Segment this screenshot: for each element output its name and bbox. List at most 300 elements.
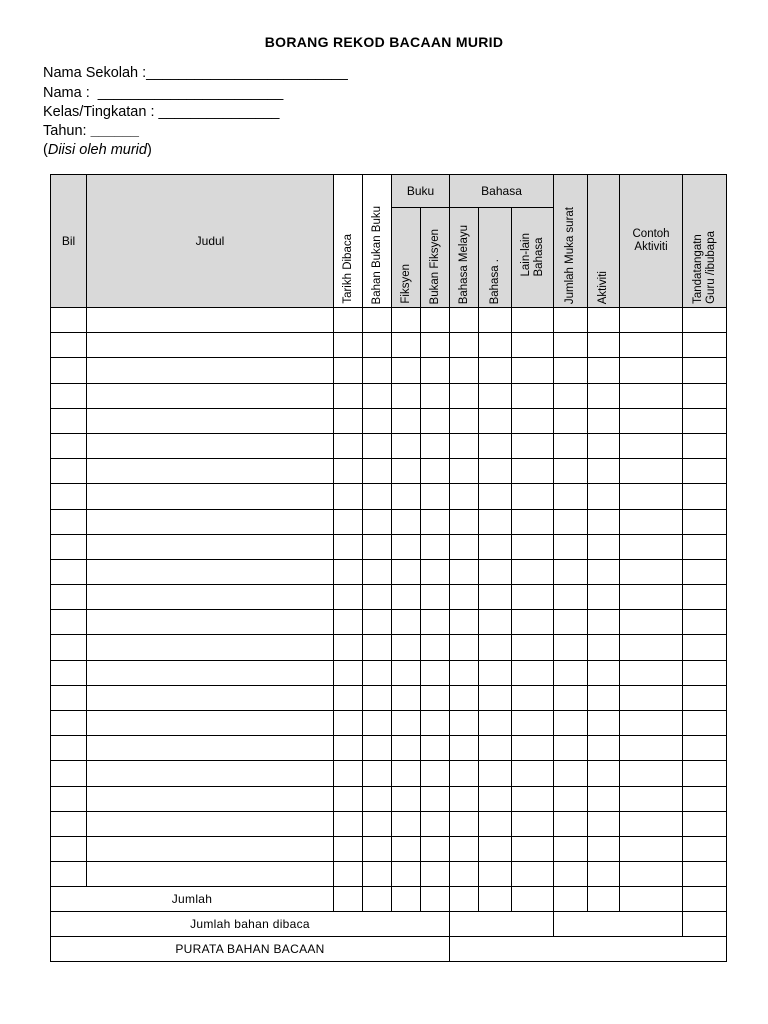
table-cell[interactable] xyxy=(450,610,479,635)
table-cell[interactable] xyxy=(554,811,588,836)
table-cell[interactable] xyxy=(620,585,683,610)
table-cell[interactable] xyxy=(87,308,334,333)
table-cell[interactable] xyxy=(512,610,554,635)
table-cell[interactable] xyxy=(450,761,479,786)
table-cell[interactable] xyxy=(450,408,479,433)
table-cell[interactable] xyxy=(512,811,554,836)
table-cell[interactable] xyxy=(683,660,727,685)
table-cell[interactable] xyxy=(620,635,683,660)
table-cell[interactable] xyxy=(512,408,554,433)
table-cell[interactable] xyxy=(588,736,620,761)
table-cell[interactable] xyxy=(479,786,512,811)
table-cell[interactable] xyxy=(512,459,554,484)
table-cell[interactable] xyxy=(51,333,87,358)
table-cell[interactable] xyxy=(51,383,87,408)
table-cell[interactable] xyxy=(363,459,392,484)
table-cell[interactable] xyxy=(554,534,588,559)
table-cell[interactable] xyxy=(554,761,588,786)
table-cell[interactable] xyxy=(363,836,392,861)
table-cell[interactable] xyxy=(683,333,727,358)
table-cell[interactable] xyxy=(421,559,450,584)
table-cell[interactable] xyxy=(334,811,363,836)
table-cell[interactable] xyxy=(479,459,512,484)
table-cell[interactable] xyxy=(392,585,421,610)
footer-cell[interactable] xyxy=(554,912,683,937)
table-cell[interactable] xyxy=(512,509,554,534)
table-cell[interactable] xyxy=(392,635,421,660)
table-cell[interactable] xyxy=(87,761,334,786)
table-cell[interactable] xyxy=(479,711,512,736)
table-cell[interactable] xyxy=(421,459,450,484)
table-cell[interactable] xyxy=(363,862,392,887)
table-cell[interactable] xyxy=(512,534,554,559)
table-cell[interactable] xyxy=(392,484,421,509)
table-cell[interactable] xyxy=(683,433,727,458)
footer-cell[interactable] xyxy=(450,887,479,912)
table-cell[interactable] xyxy=(512,308,554,333)
table-cell[interactable] xyxy=(421,660,450,685)
student-name-blank[interactable]: _______________________ xyxy=(89,85,284,101)
table-cell[interactable] xyxy=(554,459,588,484)
table-cell[interactable] xyxy=(87,408,334,433)
table-cell[interactable] xyxy=(479,635,512,660)
table-cell[interactable] xyxy=(421,685,450,710)
table-cell[interactable] xyxy=(554,484,588,509)
table-cell[interactable] xyxy=(450,333,479,358)
table-cell[interactable] xyxy=(450,358,479,383)
table-cell[interactable] xyxy=(363,534,392,559)
table-cell[interactable] xyxy=(588,509,620,534)
table-cell[interactable] xyxy=(334,736,363,761)
table-cell[interactable] xyxy=(421,635,450,660)
table-cell[interactable] xyxy=(334,711,363,736)
table-cell[interactable] xyxy=(87,433,334,458)
table-cell[interactable] xyxy=(363,308,392,333)
table-cell[interactable] xyxy=(51,711,87,736)
footer-cell[interactable] xyxy=(620,887,683,912)
table-cell[interactable] xyxy=(363,761,392,786)
table-cell[interactable] xyxy=(683,736,727,761)
table-cell[interactable] xyxy=(512,836,554,861)
table-cell[interactable] xyxy=(87,711,334,736)
table-cell[interactable] xyxy=(588,433,620,458)
table-cell[interactable] xyxy=(512,433,554,458)
table-cell[interactable] xyxy=(554,635,588,660)
table-cell[interactable] xyxy=(554,736,588,761)
table-cell[interactable] xyxy=(512,736,554,761)
table-cell[interactable] xyxy=(363,736,392,761)
table-cell[interactable] xyxy=(554,333,588,358)
table-cell[interactable] xyxy=(479,836,512,861)
table-cell[interactable] xyxy=(512,585,554,610)
table-cell[interactable] xyxy=(450,836,479,861)
table-cell[interactable] xyxy=(588,459,620,484)
table-cell[interactable] xyxy=(512,383,554,408)
table-cell[interactable] xyxy=(588,383,620,408)
table-cell[interactable] xyxy=(479,534,512,559)
table-cell[interactable] xyxy=(620,711,683,736)
table-cell[interactable] xyxy=(620,862,683,887)
table-cell[interactable] xyxy=(392,509,421,534)
table-cell[interactable] xyxy=(588,660,620,685)
table-cell[interactable] xyxy=(87,333,334,358)
table-cell[interactable] xyxy=(421,383,450,408)
table-cell[interactable] xyxy=(51,610,87,635)
table-cell[interactable] xyxy=(450,534,479,559)
table-cell[interactable] xyxy=(683,635,727,660)
table-cell[interactable] xyxy=(450,509,479,534)
table-cell[interactable] xyxy=(683,862,727,887)
table-cell[interactable] xyxy=(450,308,479,333)
table-cell[interactable] xyxy=(450,685,479,710)
table-cell[interactable] xyxy=(334,459,363,484)
class-blank[interactable]: _______________ xyxy=(158,104,280,120)
table-cell[interactable] xyxy=(588,534,620,559)
table-cell[interactable] xyxy=(683,711,727,736)
footer-cell[interactable] xyxy=(392,887,421,912)
table-cell[interactable] xyxy=(450,484,479,509)
table-cell[interactable] xyxy=(620,811,683,836)
table-cell[interactable] xyxy=(683,383,727,408)
table-cell[interactable] xyxy=(554,786,588,811)
table-cell[interactable] xyxy=(363,635,392,660)
table-cell[interactable] xyxy=(334,358,363,383)
table-cell[interactable] xyxy=(554,660,588,685)
table-cell[interactable] xyxy=(363,433,392,458)
table-cell[interactable] xyxy=(392,811,421,836)
table-cell[interactable] xyxy=(588,358,620,383)
table-cell[interactable] xyxy=(479,660,512,685)
table-cell[interactable] xyxy=(51,358,87,383)
table-cell[interactable] xyxy=(554,408,588,433)
table-cell[interactable] xyxy=(51,836,87,861)
table-cell[interactable] xyxy=(620,610,683,635)
table-cell[interactable] xyxy=(683,484,727,509)
table-cell[interactable] xyxy=(450,711,479,736)
table-cell[interactable] xyxy=(87,459,334,484)
table-cell[interactable] xyxy=(392,433,421,458)
table-cell[interactable] xyxy=(392,534,421,559)
table-cell[interactable] xyxy=(87,534,334,559)
table-cell[interactable] xyxy=(392,358,421,383)
school-name-blank[interactable]: _________________________ xyxy=(146,65,348,81)
table-cell[interactable] xyxy=(588,635,620,660)
table-cell[interactable] xyxy=(588,836,620,861)
table-cell[interactable] xyxy=(421,333,450,358)
table-cell[interactable] xyxy=(450,459,479,484)
table-cell[interactable] xyxy=(334,408,363,433)
table-cell[interactable] xyxy=(87,660,334,685)
table-cell[interactable] xyxy=(51,685,87,710)
table-cell[interactable] xyxy=(392,660,421,685)
table-cell[interactable] xyxy=(620,408,683,433)
table-cell[interactable] xyxy=(554,383,588,408)
table-cell[interactable] xyxy=(683,610,727,635)
table-cell[interactable] xyxy=(392,333,421,358)
table-cell[interactable] xyxy=(87,559,334,584)
table-cell[interactable] xyxy=(334,585,363,610)
table-cell[interactable] xyxy=(51,509,87,534)
table-cell[interactable] xyxy=(87,685,334,710)
footer-cell[interactable] xyxy=(683,887,727,912)
table-cell[interactable] xyxy=(554,358,588,383)
footer-cell[interactable] xyxy=(334,887,363,912)
table-cell[interactable] xyxy=(479,559,512,584)
table-cell[interactable] xyxy=(479,383,512,408)
table-cell[interactable] xyxy=(392,736,421,761)
footer-cell[interactable] xyxy=(554,887,588,912)
table-cell[interactable] xyxy=(479,862,512,887)
table-cell[interactable] xyxy=(450,559,479,584)
table-cell[interactable] xyxy=(363,358,392,383)
table-cell[interactable] xyxy=(334,862,363,887)
table-cell[interactable] xyxy=(421,786,450,811)
table-cell[interactable] xyxy=(554,610,588,635)
table-cell[interactable] xyxy=(51,459,87,484)
table-cell[interactable] xyxy=(512,660,554,685)
table-cell[interactable] xyxy=(479,509,512,534)
table-cell[interactable] xyxy=(421,610,450,635)
footer-cell[interactable] xyxy=(450,912,554,937)
table-cell[interactable] xyxy=(512,786,554,811)
table-cell[interactable] xyxy=(51,862,87,887)
table-cell[interactable] xyxy=(512,358,554,383)
footer-cell[interactable] xyxy=(512,887,554,912)
table-cell[interactable] xyxy=(512,761,554,786)
table-cell[interactable] xyxy=(588,333,620,358)
table-cell[interactable] xyxy=(421,736,450,761)
table-cell[interactable] xyxy=(421,308,450,333)
table-cell[interactable] xyxy=(392,836,421,861)
table-cell[interactable] xyxy=(392,761,421,786)
table-cell[interactable] xyxy=(392,685,421,710)
table-cell[interactable] xyxy=(588,685,620,710)
table-cell[interactable] xyxy=(683,358,727,383)
table-cell[interactable] xyxy=(334,484,363,509)
table-cell[interactable] xyxy=(620,433,683,458)
table-cell[interactable] xyxy=(334,308,363,333)
table-cell[interactable] xyxy=(421,711,450,736)
table-cell[interactable] xyxy=(334,559,363,584)
table-cell[interactable] xyxy=(554,559,588,584)
table-cell[interactable] xyxy=(421,433,450,458)
table-cell[interactable] xyxy=(683,585,727,610)
table-cell[interactable] xyxy=(51,585,87,610)
table-cell[interactable] xyxy=(512,862,554,887)
table-cell[interactable] xyxy=(683,836,727,861)
table-cell[interactable] xyxy=(479,610,512,635)
table-cell[interactable] xyxy=(363,786,392,811)
table-cell[interactable] xyxy=(479,736,512,761)
table-cell[interactable] xyxy=(363,408,392,433)
table-cell[interactable] xyxy=(479,333,512,358)
table-cell[interactable] xyxy=(588,786,620,811)
table-cell[interactable] xyxy=(620,459,683,484)
table-cell[interactable] xyxy=(421,408,450,433)
table-cell[interactable] xyxy=(512,333,554,358)
footer-cell[interactable] xyxy=(363,887,392,912)
table-cell[interactable] xyxy=(683,534,727,559)
table-cell[interactable] xyxy=(554,308,588,333)
table-cell[interactable] xyxy=(479,811,512,836)
table-cell[interactable] xyxy=(512,711,554,736)
table-cell[interactable] xyxy=(363,660,392,685)
table-cell[interactable] xyxy=(554,585,588,610)
table-cell[interactable] xyxy=(450,383,479,408)
table-cell[interactable] xyxy=(421,484,450,509)
table-cell[interactable] xyxy=(87,585,334,610)
table-cell[interactable] xyxy=(683,308,727,333)
table-cell[interactable] xyxy=(87,383,334,408)
table-cell[interactable] xyxy=(421,862,450,887)
table-cell[interactable] xyxy=(421,811,450,836)
table-cell[interactable] xyxy=(620,786,683,811)
table-cell[interactable] xyxy=(51,484,87,509)
table-cell[interactable] xyxy=(588,811,620,836)
table-cell[interactable] xyxy=(334,509,363,534)
table-cell[interactable] xyxy=(683,811,727,836)
table-cell[interactable] xyxy=(554,685,588,710)
table-cell[interactable] xyxy=(363,711,392,736)
table-cell[interactable] xyxy=(334,836,363,861)
table-cell[interactable] xyxy=(363,383,392,408)
footer-cell[interactable] xyxy=(450,937,727,962)
table-cell[interactable] xyxy=(450,811,479,836)
table-cell[interactable] xyxy=(588,862,620,887)
table-cell[interactable] xyxy=(554,862,588,887)
table-cell[interactable] xyxy=(479,484,512,509)
table-cell[interactable] xyxy=(683,685,727,710)
table-cell[interactable] xyxy=(87,484,334,509)
table-cell[interactable] xyxy=(479,585,512,610)
table-cell[interactable] xyxy=(51,433,87,458)
table-cell[interactable] xyxy=(363,585,392,610)
table-cell[interactable] xyxy=(620,484,683,509)
table-cell[interactable] xyxy=(334,786,363,811)
table-cell[interactable] xyxy=(392,610,421,635)
table-cell[interactable] xyxy=(620,836,683,861)
footer-cell[interactable] xyxy=(421,887,450,912)
table-cell[interactable] xyxy=(363,509,392,534)
table-cell[interactable] xyxy=(51,786,87,811)
table-cell[interactable] xyxy=(334,333,363,358)
table-cell[interactable] xyxy=(392,408,421,433)
table-cell[interactable] xyxy=(392,711,421,736)
table-cell[interactable] xyxy=(620,534,683,559)
table-cell[interactable] xyxy=(554,509,588,534)
table-cell[interactable] xyxy=(588,559,620,584)
table-cell[interactable] xyxy=(334,635,363,660)
table-cell[interactable] xyxy=(51,736,87,761)
table-cell[interactable] xyxy=(479,408,512,433)
table-cell[interactable] xyxy=(87,509,334,534)
table-cell[interactable] xyxy=(479,761,512,786)
footer-cell[interactable] xyxy=(588,887,620,912)
table-cell[interactable] xyxy=(392,862,421,887)
table-cell[interactable] xyxy=(87,786,334,811)
table-cell[interactable] xyxy=(554,711,588,736)
table-cell[interactable] xyxy=(450,585,479,610)
table-cell[interactable] xyxy=(512,559,554,584)
table-cell[interactable] xyxy=(363,610,392,635)
table-cell[interactable] xyxy=(51,660,87,685)
table-cell[interactable] xyxy=(588,585,620,610)
table-cell[interactable] xyxy=(450,786,479,811)
table-cell[interactable] xyxy=(51,408,87,433)
table-cell[interactable] xyxy=(479,685,512,710)
table-cell[interactable] xyxy=(392,559,421,584)
table-cell[interactable] xyxy=(421,358,450,383)
table-cell[interactable] xyxy=(479,308,512,333)
table-cell[interactable] xyxy=(334,534,363,559)
table-cell[interactable] xyxy=(421,761,450,786)
table-cell[interactable] xyxy=(479,358,512,383)
table-cell[interactable] xyxy=(421,509,450,534)
footer-cell[interactable] xyxy=(479,887,512,912)
table-cell[interactable] xyxy=(334,660,363,685)
table-cell[interactable] xyxy=(87,358,334,383)
table-cell[interactable] xyxy=(51,308,87,333)
table-cell[interactable] xyxy=(450,862,479,887)
table-cell[interactable] xyxy=(334,383,363,408)
table-cell[interactable] xyxy=(334,433,363,458)
table-cell[interactable] xyxy=(334,610,363,635)
table-cell[interactable] xyxy=(512,685,554,710)
table-cell[interactable] xyxy=(334,761,363,786)
table-cell[interactable] xyxy=(51,635,87,660)
table-cell[interactable] xyxy=(620,509,683,534)
table-cell[interactable] xyxy=(363,685,392,710)
table-cell[interactable] xyxy=(620,383,683,408)
table-cell[interactable] xyxy=(588,484,620,509)
table-cell[interactable] xyxy=(450,635,479,660)
table-cell[interactable] xyxy=(620,333,683,358)
table-cell[interactable] xyxy=(51,811,87,836)
table-cell[interactable] xyxy=(512,635,554,660)
table-cell[interactable] xyxy=(620,685,683,710)
table-cell[interactable] xyxy=(450,433,479,458)
year-blank[interactable]: ______ xyxy=(90,123,139,139)
table-cell[interactable] xyxy=(87,811,334,836)
table-cell[interactable] xyxy=(620,308,683,333)
table-cell[interactable] xyxy=(51,534,87,559)
footer-cell[interactable] xyxy=(683,912,727,937)
table-cell[interactable] xyxy=(683,559,727,584)
table-cell[interactable] xyxy=(588,711,620,736)
table-cell[interactable] xyxy=(554,836,588,861)
table-cell[interactable] xyxy=(588,308,620,333)
table-cell[interactable] xyxy=(512,484,554,509)
table-cell[interactable] xyxy=(620,559,683,584)
table-cell[interactable] xyxy=(683,408,727,433)
table-cell[interactable] xyxy=(334,685,363,710)
table-cell[interactable] xyxy=(363,559,392,584)
table-cell[interactable] xyxy=(392,459,421,484)
table-cell[interactable] xyxy=(554,433,588,458)
table-cell[interactable] xyxy=(363,333,392,358)
table-cell[interactable] xyxy=(620,736,683,761)
table-cell[interactable] xyxy=(588,761,620,786)
table-cell[interactable] xyxy=(421,534,450,559)
table-cell[interactable] xyxy=(450,736,479,761)
table-cell[interactable] xyxy=(87,635,334,660)
table-cell[interactable] xyxy=(87,836,334,861)
table-cell[interactable] xyxy=(87,610,334,635)
table-cell[interactable] xyxy=(683,786,727,811)
table-cell[interactable] xyxy=(588,408,620,433)
table-cell[interactable] xyxy=(620,358,683,383)
table-cell[interactable] xyxy=(588,610,620,635)
